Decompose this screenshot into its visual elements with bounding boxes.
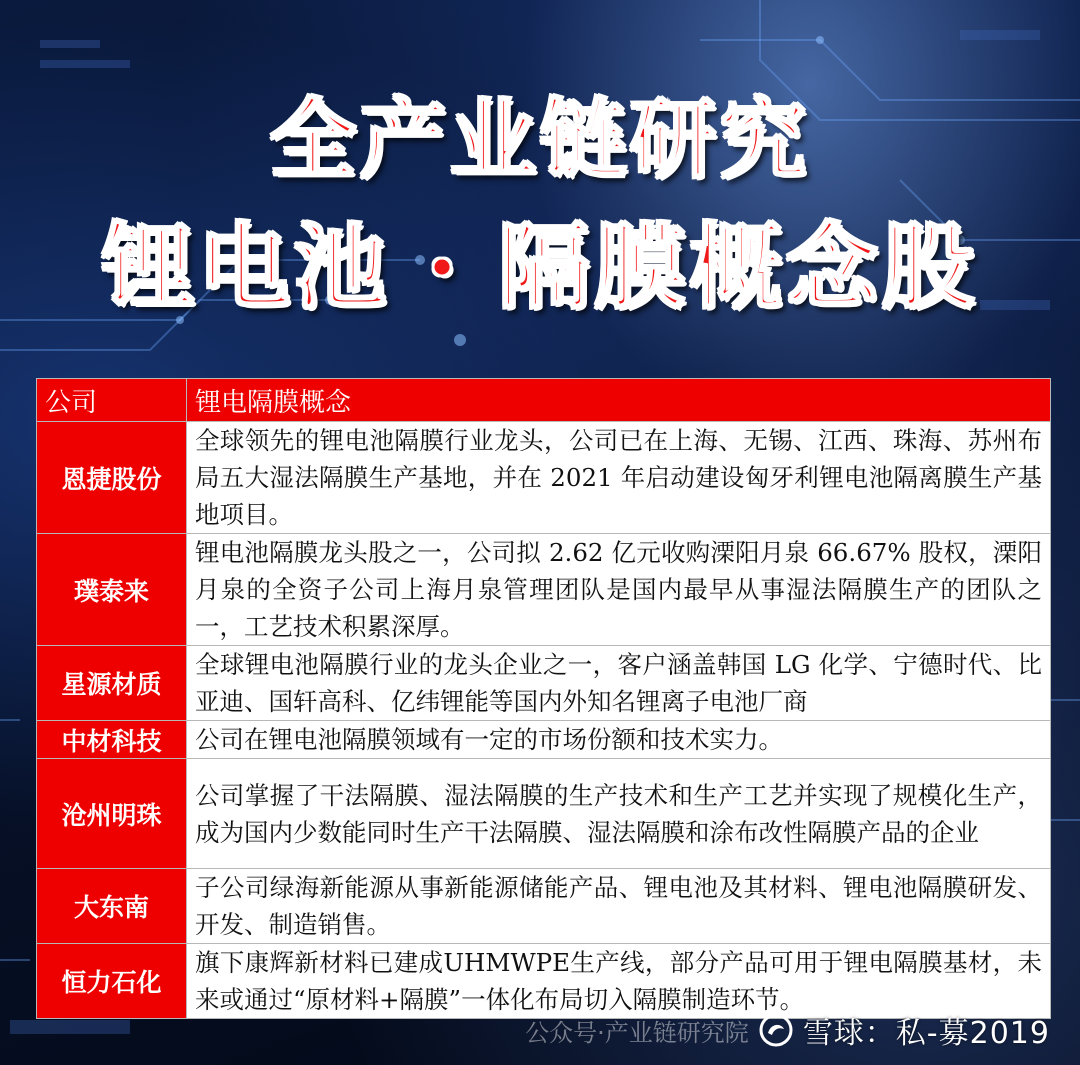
table-header-row <box>37 379 1051 422</box>
company-name: 恩捷股份 <box>37 422 187 534</box>
table-row <box>37 759 1051 869</box>
company-name: 璞泰来 <box>37 534 187 646</box>
header-company: 公司 <box>37 379 187 422</box>
company-name: 大东南 <box>37 869 187 944</box>
company-description: 全球领先的锂电池隔膜行业龙头，公司已在上海、无锡、江西、珠海、苏州布局五大湿法隔膜生产基地，并在 2021 年启动建设匈牙利锂电池隔离膜生产基地项目。 <box>187 422 1051 534</box>
table-row <box>37 534 1051 646</box>
company-description: 全球锂电池隔膜行业的龙头企业之一，客户涵盖韩国 LG 化学、宁德时代、比亚迪、国轩高科、亿纬锂能等国内外知名锂离子电池厂商 <box>187 646 1051 721</box>
title-line-2: 锂电池 · 隔膜概念股 <box>101 213 979 321</box>
header-concept: 锂电隔膜概念 <box>187 379 1051 422</box>
company-name: 恒力石化 <box>37 944 187 1019</box>
company-description: 公司掌握了干法隔膜、湿法隔膜的生产技术和生产工艺并实现了规模化生产，成为国内少数能同时生产干法隔膜、湿法隔膜和涂布改性隔膜产品的企业 <box>187 759 1051 869</box>
watermark-main-text: 雪球：私-募2019 <box>802 1016 1050 1051</box>
company-name: 星源材质 <box>37 646 187 721</box>
watermark-faint-text: 公众号·产业链研究院 <box>525 1018 749 1047</box>
company-name: 沧州明珠 <box>37 759 187 869</box>
company-description: 子公司绿海新能源从事新能源储能产品、锂电池及其材料、锂电池隔膜研发、开发、制造销售。 <box>187 869 1051 944</box>
company-description: 旗下康辉新材料已建成UHMWPE生产线，部分产品可用于锂电隔膜基材，未来或通过“原材料+隔膜”一体化布局切入隔膜制造环节。 <box>187 944 1051 1019</box>
company-description: 公司在锂电池隔膜领域有一定的市场份额和技术实力。 <box>187 721 1051 759</box>
company-name: 中材科技 <box>37 721 187 759</box>
table-row <box>37 422 1051 534</box>
watermark <box>525 1005 1050 1055</box>
table-row <box>37 646 1051 721</box>
title-line-1: 全产业链研究 <box>270 89 810 190</box>
table-row <box>37 869 1051 944</box>
concept-stock-table <box>36 378 1051 1019</box>
snowball-logo-icon <box>759 1013 793 1047</box>
company-description: 锂电池隔膜龙头股之一，公司拟 2.62 亿元收购溧阳月泉 66.67% 股权，溧阳月泉的全资子公司上海月泉管理团队是国内最早从事湿法隔膜生产的团队之一，工艺技术积累深厚。 <box>187 534 1051 646</box>
table-row <box>37 721 1051 759</box>
